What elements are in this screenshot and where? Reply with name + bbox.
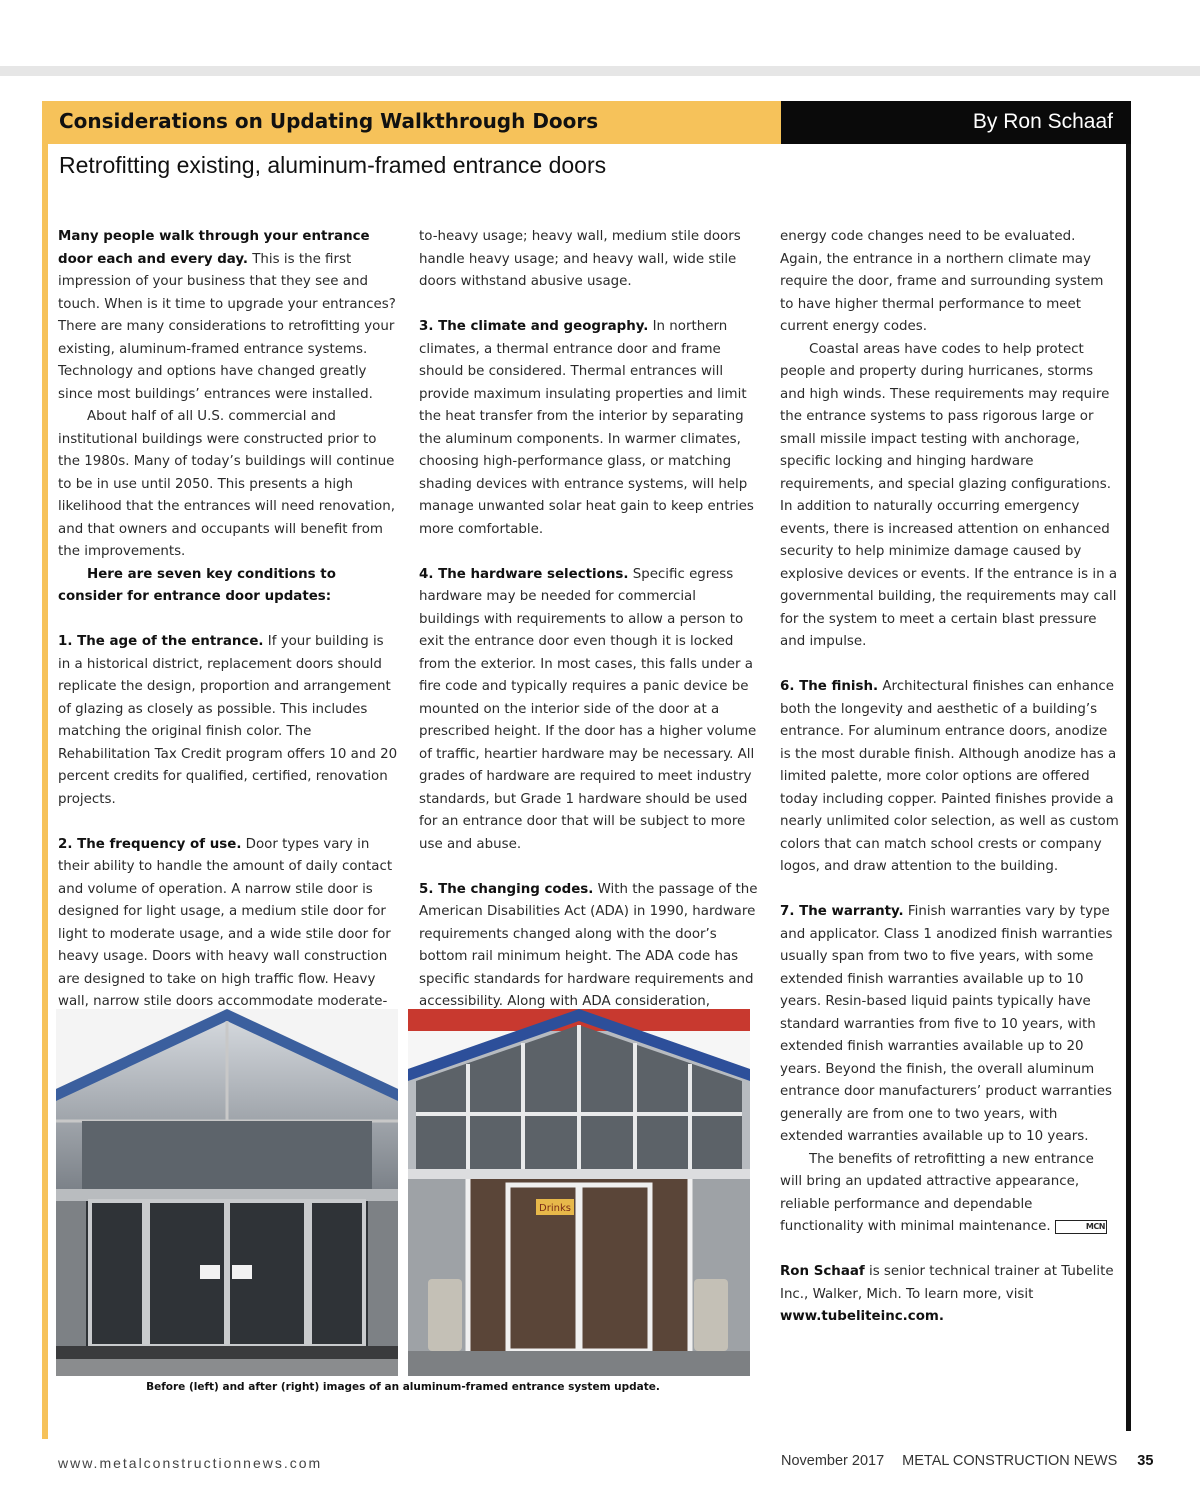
photo-caption: Before (left) and after (right) images of an aluminum-framed entrance system update.	[146, 1381, 660, 1393]
conclusion-text: The benefits of retrofitting a new entrance will bring an updated attractive appearance, reliable performance and dependable functionality with minimal maintenance.	[780, 1151, 1094, 1234]
section-1	[58, 631, 398, 811]
page-number: 35	[1137, 1453, 1154, 1469]
article-subtitle: Retrofitting existing, aluminum-framed entrance doors	[59, 152, 607, 178]
column-1	[58, 226, 398, 1014]
section-5	[419, 879, 759, 1014]
photo-after-illustration	[408, 1009, 750, 1376]
column-3	[780, 226, 1120, 1329]
title-bar	[42, 101, 781, 144]
section-3	[419, 316, 759, 541]
footer-date: November 2017	[781, 1453, 885, 1469]
section-2	[58, 834, 398, 1014]
section-2-heading: 2. The frequency of use.	[58, 836, 242, 852]
conclusion	[780, 1149, 1120, 1239]
section-5-continued: energy code changes need to be evaluated. Again, the entrance in a northern climate may require the door, frame and surrounding system to have higher thermal performance to meet current energy codes.	[780, 229, 1104, 334]
mcn-end-mark-icon: MCN	[1055, 1220, 1107, 1234]
section-5-body: With the passage of the American Disabilities Act (ADA) in 1990, hardware requirements changed along with the door’s bottom rail minimum height. The ADA code has specific standards for hardware requirements and accessibility. Along with ADA consideration,	[419, 881, 758, 1009]
footer-website: www.metalconstructionnews.com	[58, 1455, 323, 1471]
article-title: Considerations on Updating Walkthrough Doors	[59, 109, 599, 133]
byline-bar	[781, 101, 1131, 144]
author-name: Ron Schaaf	[780, 1264, 865, 1279]
section-4-body: Specific egress hardware may be needed for commercial buildings with requirements to allow a person to exit the entrance door even though it is locked from the exterior. In most cases, this falls under a fire code and typically requires a panic device be mounted on the interior side of the door at a prescribed height. If the door has a higher volume of traffic, heartier hardware may be necessary. All grades of hardware are required to meet industry standards, but Grade 1 hardware should be used for an entrance door that will be subject to more use and abuse.	[419, 566, 757, 852]
photo-before-illustration	[56, 1009, 398, 1376]
footer-publication: METAL CONSTRUCTION NEWS	[902, 1453, 1118, 1469]
section-4	[419, 564, 759, 857]
drinks-sign: Drinks	[539, 1203, 571, 1214]
author-bio-text: is senior technical trainer at Tubelite Inc., Walker, Mich. To learn more, visit	[780, 1264, 1114, 1302]
top-gray-band	[0, 66, 1200, 76]
section-3-body: In northern climates, a thermal entrance door and frame should be considered. Thermal entrances will provide maximum insulating properties and limit the heat transfer from the interior by separating the aluminum components. In warmer climates, choosing high-performance glass, or matching shading devices with entrance systems, will help manage unwanted solar heat gain to keep entries more comfortable.	[419, 319, 754, 537]
section-3-heading: 3. The climate and geography.	[419, 319, 649, 334]
section-7	[780, 901, 1120, 1149]
section-1-heading: 1. The age of the entrance.	[58, 634, 264, 649]
section-7-body: Finish warranties vary by type and applicator. Class 1 anodized finish warranties usually span from two to five years, with some extended finish warranties available up to 10 years. Resin-based liquid paints typically have standard warranties from five to 10 years, with extended finish warranties available up to 20 years. Beyond the finish, the overall aluminum entrance door manufacturers’ product warranties generally are from one to two years, with extended warranties available up to 10 years.	[780, 904, 1113, 1144]
section-6-body: Architectural finishes can enhance both the longevity and aesthetic of a building’s entrance. For aluminum entrance doors, anodize is the most durable finish. Although anodize has a limited palette, more color options are offered today including copper. Painted finishes provide a nearly unlimited color selection, as well as custom colors that can match school crests or company logos, and draw attention to the building.	[780, 679, 1119, 874]
author-bio	[780, 1261, 1120, 1329]
column-2	[419, 226, 759, 1014]
footer-info	[781, 1453, 1153, 1469]
left-accent-rule	[42, 101, 48, 1439]
section-2-body: Door types vary in their ability to handle the amount of daily contact and volume of operation. A narrow stile door is designed for light usage, a medium stile door for light to moderate usage, and a wide stile door for heavy usage. Doors with heavy wall construction are designed to take on high traffic flow. Heavy wall, narrow stile doors accommodate moderate-	[58, 836, 393, 1009]
photo-after	[408, 1009, 750, 1376]
section-6-heading: 6. The finish.	[780, 679, 879, 694]
right-accent-rule	[1126, 101, 1131, 1431]
intro-paragraph-2: About half of all U.S. commercial and institutional buildings were constructed prior to the 1980s. Many of today’s buildings will continue to be in use until 2050. This presents a high likelihood that the entrances will need renovation, and that owners and occupants will benefit from the improvements.	[58, 409, 395, 559]
byline: By Ron Schaaf	[972, 110, 1113, 133]
lead-bold: Many people walk through your entrance door each and every day.	[58, 229, 370, 267]
section-2-continued: to-heavy usage; heavy wall, medium stile doors handle heavy usage; and heavy wall, wide stile doors withstand abusive usage.	[419, 229, 741, 289]
section-4-heading: 4. The hardware selections.	[419, 566, 629, 582]
section-5-paragraph-2: Coastal areas have codes to help protect people and property during hurricanes, storms and high winds. These requirements may require the entrance systems to pass rigorous large or small missile impact testing with anchorage, specific locking and hinging hardware requirements, and special glazing configurations. In addition to naturally occurring emergency events, there is increased attention on enhanced security to help minimize damage caused by explosive devices or events. If the entrance is in a governmental building, the requirements may call for the system to meet a certain blast pressure and impulse.	[780, 341, 1118, 649]
section-5-heading: 5. The changing codes.	[419, 881, 594, 897]
author-website-link[interactable]: www.tubeliteinc.com.	[780, 1309, 944, 1324]
intro-paragraph	[58, 226, 398, 406]
lead-text: This is the first impression of your business that they see and touch. When is it time to upgrade your entrances? There are many considerations to retrofitting your existing, aluminum-framed entrance systems. Technology and options have changed greatly since most buildings’ entrances were installed.	[58, 251, 396, 402]
conditions-intro	[58, 564, 398, 609]
conditions-intro-text: Here are seven key conditions to consider for entrance door updates:	[58, 566, 336, 604]
section-7-heading: 7. The warranty.	[780, 904, 904, 919]
section-6	[780, 676, 1120, 879]
section-1-body: If your building is in a historical district, replacement doors should replicate the design, proportion and arrangement of glazing as closely as possible. This includes matching the original finish color. The Rehabilitation Tax Credit program offers 10 and 20 percent credits for qualified, certified, renovation projects.	[58, 634, 398, 807]
photo-before	[56, 1009, 398, 1376]
